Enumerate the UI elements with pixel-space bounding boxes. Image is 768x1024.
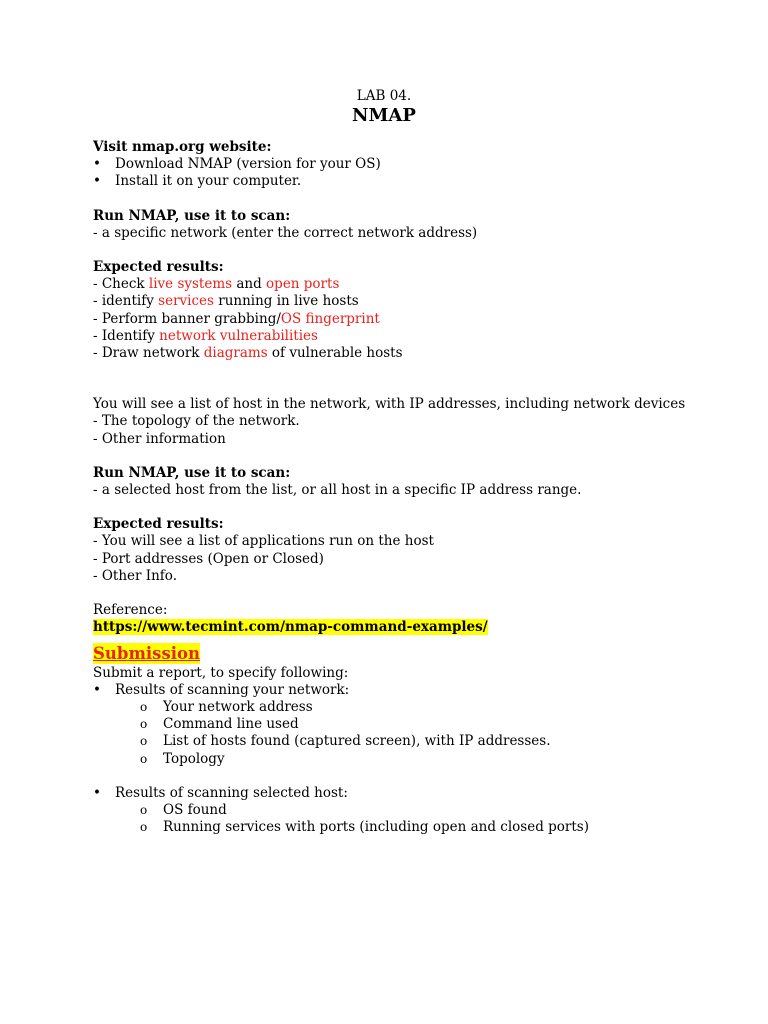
submission-intro: Submit a report, to specify following: (93, 664, 349, 681)
submission-sub-item: o Command line used (140, 716, 299, 733)
submission-sub-item: o OS found (140, 802, 227, 819)
bullet-icon: • (93, 173, 101, 190)
submission-sub-item: o Topology (140, 750, 225, 767)
visit-item-text: Install it on your computer. (115, 173, 302, 190)
circle-bullet-icon: o (140, 717, 148, 732)
submission-sub-item: o Running services with ports (including open and closed ports) (140, 819, 589, 836)
expected-result-line: - You will see a list of applications run on the host (93, 533, 434, 550)
lab-number: LAB 04. (356, 88, 412, 104)
submission-sub-item: o Your network address (140, 699, 313, 716)
bullet-icon: • (93, 681, 101, 698)
visit-heading: Visit nmap.org website: (93, 139, 272, 155)
circle-bullet-icon: o (140, 751, 148, 766)
submission-group-label: Results of scanning selected host: (115, 784, 348, 801)
submission-group-label: Results of scanning your network: (115, 681, 350, 698)
overview-line: You will see a list of host in the network, with IP addresses, including network devices (93, 396, 686, 413)
expected-results-heading: Expected results: (93, 259, 224, 276)
expected-results-heading: Expected results: (93, 516, 224, 533)
overview-line: - The topology of the network. (93, 413, 300, 430)
circle-bullet-icon: o (140, 700, 148, 715)
highlight-term: live systems (148, 276, 233, 293)
circle-bullet-icon: o (140, 820, 148, 835)
reference-link[interactable]: https://www.tecmint.com/nmap-command-examples/ (93, 619, 488, 636)
scan-host-heading: Run NMAP, use it to scan: (93, 464, 291, 481)
submission-group (93, 785, 733, 802)
submission-sub-item: o List of hosts found (captured screen), with IP addresses. (140, 733, 551, 750)
visit-item-text: Download NMAP (version for your OS) (115, 156, 381, 173)
highlight-term: network vulnerabilities (159, 327, 318, 344)
expected-result-line: - identify services running in live hosts (93, 293, 359, 310)
expected-result-line: - Identify network vulnerabilities (93, 327, 318, 344)
highlight-term: services (158, 293, 214, 310)
highlight-term: OS fingerprint (280, 310, 380, 327)
document-page (93, 88, 733, 837)
submission-heading: Submission (93, 644, 201, 664)
bullet-icon: • (93, 156, 101, 173)
expected-result-line: - Draw network diagrams of vulnerable hosts (93, 345, 403, 362)
scan-network-line: - a specific network (enter the correct network address) (93, 224, 478, 241)
scan-network-heading: Run NMAP, use it to scan: (93, 207, 291, 224)
highlight-term: diagrams (203, 345, 268, 362)
expected-result-line: - Perform banner grabbing/OS fingerprint (93, 310, 380, 327)
expected-result-line: - Other Info. (93, 567, 177, 584)
page-title: NMAP (352, 105, 416, 126)
visit-item (93, 156, 733, 173)
submission-group (93, 682, 733, 699)
visit-item (93, 173, 733, 190)
circle-bullet-icon: o (140, 734, 148, 749)
expected-result-line: - Port addresses (Open or Closed) (93, 550, 324, 567)
overview-line: - Other information (93, 430, 226, 447)
scan-host-line: - a selected host from the list, or all host in a specific IP address range. (93, 482, 582, 499)
reference-label: Reference: (93, 602, 168, 619)
circle-bullet-icon: o (140, 803, 148, 818)
expected-result-line: - Check live systems and open ports (93, 276, 340, 293)
bullet-icon: • (93, 784, 101, 801)
highlight-term: open ports (266, 276, 340, 293)
